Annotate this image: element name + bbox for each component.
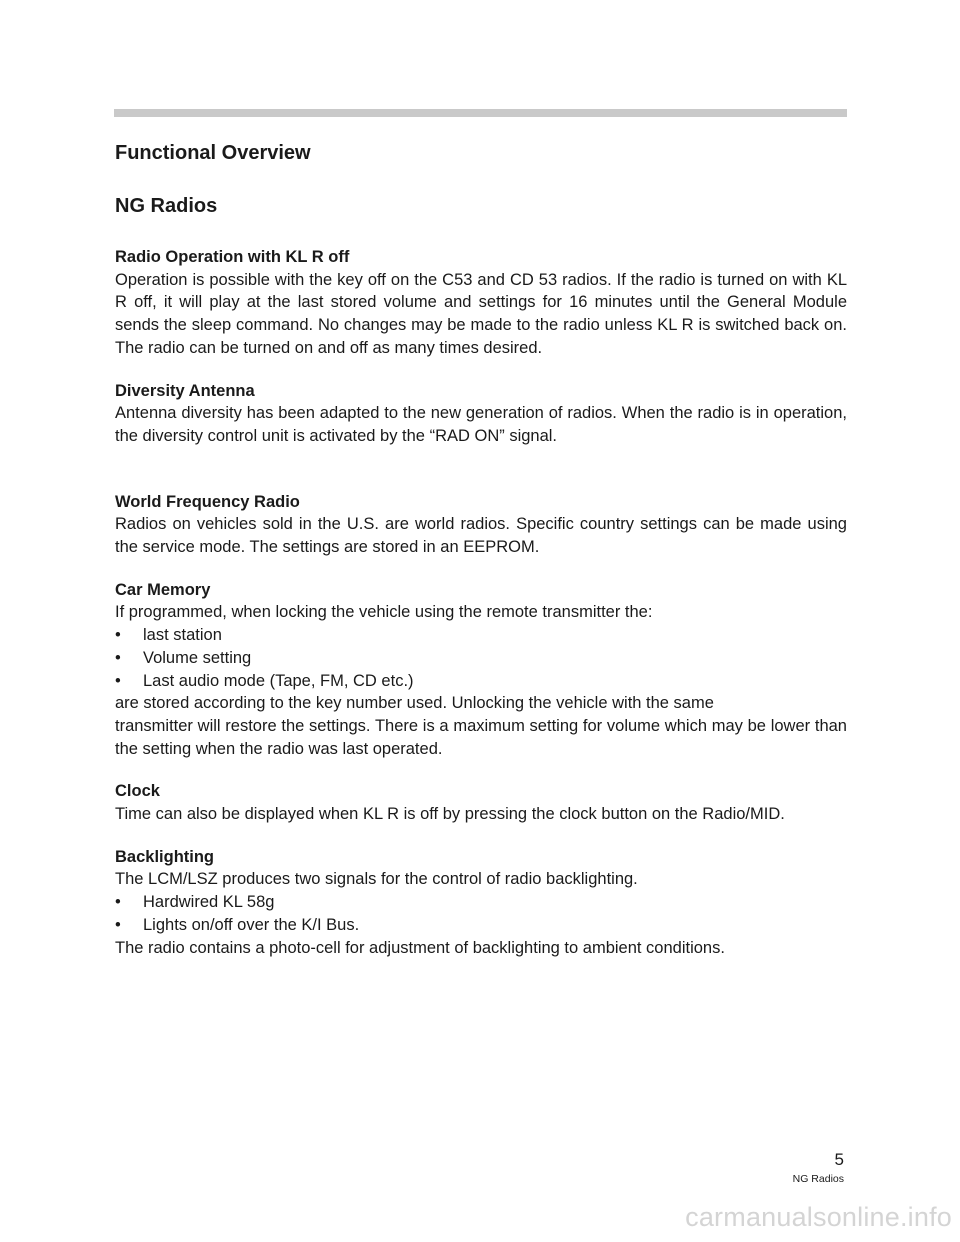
- list-item: [115, 891, 847, 914]
- section-title: Car Memory: [115, 580, 211, 599]
- section-paragraph: Operation is possible with the key off on the C53 and CD 53 radios. If the radio is turned on with KL R off, it will play at the last stored volume and settings for 16 minutes until the General Module sends the sleep command. No changes may be made to the radio unless KL R is switched back on. The radio can be turned on and off as many times desired.: [115, 270, 847, 357]
- section-title: World Frequency Radio: [115, 492, 300, 511]
- section-title: Clock: [115, 782, 160, 801]
- section-title: Diversity Antenna: [115, 381, 255, 400]
- page-subtitle: NG Radios: [115, 195, 218, 217]
- list-item: [115, 647, 847, 670]
- section-paragraph: Antenna diversity has been adapted to the new generation of radios. When the radio is in operation, the diversity control unit is activated by the “RAD ON” signal.: [115, 404, 847, 445]
- list-item-text: Last audio mode (Tape, FM, CD etc.): [143, 671, 414, 690]
- section-intro: If programmed, when locking the vehicle using the remote transmitter the:: [115, 603, 653, 622]
- bullet-glyph: •: [115, 626, 121, 645]
- list-item-text: Volume setting: [143, 648, 252, 667]
- header-rule: [114, 109, 847, 117]
- page-title: Functional Overview: [115, 142, 311, 164]
- watermark: carmanualsonline.info: [685, 1202, 952, 1232]
- section-radio-operation: [115, 246, 847, 360]
- bullet-glyph: •: [115, 893, 121, 912]
- section-backlighting: [115, 846, 847, 960]
- bullet-list: [115, 891, 847, 936]
- page-number: 5: [834, 1150, 844, 1169]
- section-outro: The radio contains a photo-cell for adjustment of backlighting to ambient conditions.: [115, 938, 725, 957]
- list-item-text: last station: [143, 626, 222, 645]
- bullet-glyph: •: [115, 915, 121, 934]
- list-item: [115, 624, 847, 647]
- page-footer: [793, 1150, 844, 1186]
- section-paragraph: Time can also be displayed when KL R is off by pressing the clock button on the Radio/MID.: [115, 805, 785, 824]
- list-item-text: Lights on/off over the K/I Bus.: [143, 915, 360, 934]
- section-intro: The LCM/LSZ produces two signals for the control of radio backlighting.: [115, 870, 638, 889]
- section-outro-line: transmitter will restore the settings. There is a maximum setting for volume which may be lower than the setting when the radio was last operated.: [115, 716, 847, 758]
- section-paragraph: Radios on vehicles sold in the U.S. are world radios. Specific country settings can be made using the service mode. The settings are stored in an EEPROM.: [115, 515, 847, 557]
- list-item: [115, 670, 847, 693]
- section-title: Backlighting: [115, 847, 215, 866]
- bullet-glyph: •: [115, 671, 121, 690]
- bullet-glyph: •: [115, 648, 121, 667]
- section-car-memory: [115, 579, 847, 761]
- section-world-frequency-radio: [115, 491, 847, 559]
- list-item: [115, 914, 847, 937]
- footer-label: NG Radios: [792, 1173, 844, 1185]
- bullet-list: [115, 624, 847, 692]
- section-outro-line: are stored according to the key number used. Unlocking the vehicle with the same: [115, 694, 714, 713]
- page-content: [115, 140, 847, 959]
- section-title: Radio Operation with KL R off: [115, 248, 350, 266]
- section-diversity-antenna: [115, 380, 847, 448]
- section-clock: [115, 780, 847, 825]
- list-item-text: Hardwired KL 58g: [143, 893, 275, 912]
